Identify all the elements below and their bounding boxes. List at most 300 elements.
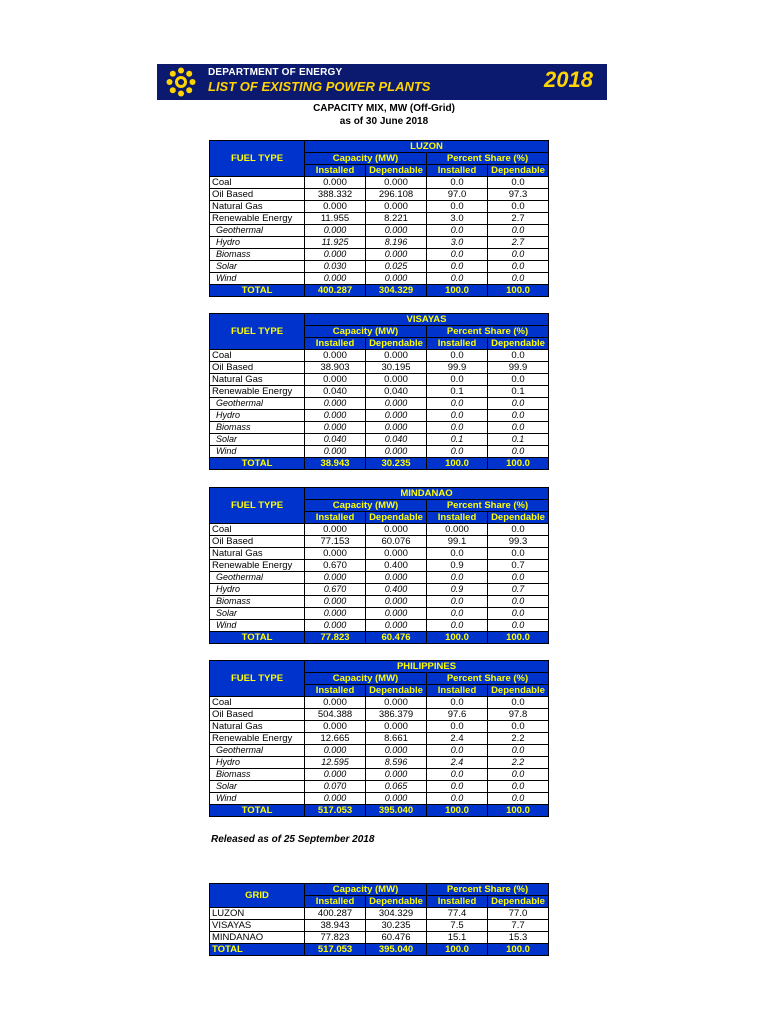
renewable-subtype-cell: Biomass xyxy=(210,249,305,261)
installed-column-header: Installed xyxy=(305,165,366,177)
dependable-share-cell: 0.0 xyxy=(488,422,549,434)
renewable-subtype-cell: Hydro xyxy=(210,757,305,769)
percent-share-header: Percent Share (%) xyxy=(427,884,549,896)
percent-share-header: Percent Share (%) xyxy=(427,326,549,338)
dependable-capacity-cell: 0.040 xyxy=(366,386,427,398)
fuel-type-cell: Natural Gas xyxy=(210,721,305,733)
dependable-capacity-cell: 0.000 xyxy=(366,745,427,757)
dependable-share-cell: 0.0 xyxy=(488,225,549,237)
dependable-share-cell: 100.0 xyxy=(488,944,549,956)
total-label: TOTAL xyxy=(210,632,305,644)
dependable-capacity-cell: 8.596 xyxy=(366,757,427,769)
installed-capacity-cell: 0.000 xyxy=(305,422,366,434)
fuel-type-cell: Natural Gas xyxy=(210,548,305,560)
table-row xyxy=(210,932,549,944)
installed-capacity-cell: 0.000 xyxy=(305,177,366,189)
dependable-capacity-cell: 8.661 xyxy=(366,733,427,745)
dependable-capacity-cell: 0.000 xyxy=(366,524,427,536)
dependable-capacity-cell: 304.329 xyxy=(366,285,427,297)
dependable-capacity-cell: 60.476 xyxy=(366,932,427,944)
dependable-capacity-cell: 0.000 xyxy=(366,572,427,584)
installed-capacity-cell: 0.000 xyxy=(305,745,366,757)
table-row xyxy=(210,745,549,757)
table-row xyxy=(210,536,549,548)
installed-share-cell: 0.0 xyxy=(427,781,488,793)
fuel-type-header: FUEL TYPE xyxy=(210,141,305,177)
table-row xyxy=(210,213,549,225)
dependable-share-cell: 0.0 xyxy=(488,697,549,709)
total-row xyxy=(210,458,549,470)
installed-capacity-cell: 504.388 xyxy=(305,709,366,721)
installed-capacity-cell: 0.000 xyxy=(305,398,366,410)
region-name: VISAYAS xyxy=(305,314,549,326)
installed-share-cell: 0.0 xyxy=(427,596,488,608)
installed-capacity-cell: 11.955 xyxy=(305,213,366,225)
as-of-date: as of 30 June 2018 xyxy=(339,116,429,127)
table-row xyxy=(210,386,549,398)
installed-capacity-cell: 388.332 xyxy=(305,189,366,201)
renewable-subtype-cell: Solar xyxy=(210,608,305,620)
installed-share-cell: 0.0 xyxy=(427,446,488,458)
installed-capacity-cell: 0.000 xyxy=(305,572,366,584)
installed-share-cell: 0.0 xyxy=(427,548,488,560)
visayas-capacity-table xyxy=(209,313,549,470)
dependable-share-cell: 0.0 xyxy=(488,273,549,285)
table-row xyxy=(210,225,549,237)
table-row xyxy=(210,524,549,536)
capacity-header: Capacity (MW) xyxy=(305,500,427,512)
dependable-share-cell: 97.3 xyxy=(488,189,549,201)
fuel-type-cell: Coal xyxy=(210,524,305,536)
dependable-capacity-cell: 30.195 xyxy=(366,362,427,374)
installed-column-header: Installed xyxy=(305,338,366,350)
installed-capacity-cell: 38.943 xyxy=(305,458,366,470)
installed-share-cell: 99.9 xyxy=(427,362,488,374)
dependable-capacity-cell: 0.000 xyxy=(366,410,427,422)
installed-column-header: Installed xyxy=(427,512,488,524)
installed-capacity-cell: 0.030 xyxy=(305,261,366,273)
installed-share-cell: 97.0 xyxy=(427,189,488,201)
region-name: PHILIPPINES xyxy=(305,661,549,673)
fuel-type-cell: Renewable Energy xyxy=(210,733,305,745)
installed-capacity-cell: 0.000 xyxy=(305,697,366,709)
installed-share-cell: 0.0 xyxy=(427,201,488,213)
dependable-capacity-cell: 0.000 xyxy=(366,721,427,733)
dependable-column-header: Dependable xyxy=(488,338,549,350)
dependable-share-cell: 99.3 xyxy=(488,536,549,548)
dependable-share-cell: 0.0 xyxy=(488,769,549,781)
renewable-subtype-cell: Wind xyxy=(210,620,305,632)
dependable-column-header: Dependable xyxy=(488,165,549,177)
dependable-capacity-cell: 0.025 xyxy=(366,261,427,273)
dependable-share-cell: 77.0 xyxy=(488,908,549,920)
grid-region-cell: MINDANAO xyxy=(210,932,305,944)
installed-share-cell: 0.0 xyxy=(427,572,488,584)
installed-capacity-cell: 12.665 xyxy=(305,733,366,745)
total-label: TOTAL xyxy=(210,458,305,470)
renewable-subtype-cell: Solar xyxy=(210,261,305,273)
installed-capacity-cell: 0.000 xyxy=(305,608,366,620)
table-row xyxy=(210,769,549,781)
report-year: 2018 xyxy=(544,67,593,92)
dependable-share-cell: 2.7 xyxy=(488,213,549,225)
renewable-subtype-cell: Hydro xyxy=(210,410,305,422)
installed-share-cell: 15.1 xyxy=(427,932,488,944)
dependable-share-cell: 0.0 xyxy=(488,446,549,458)
installed-capacity-cell: 0.000 xyxy=(305,201,366,213)
installed-capacity-cell: 400.287 xyxy=(305,908,366,920)
table-row xyxy=(210,620,549,632)
fuel-type-cell: Renewable Energy xyxy=(210,213,305,225)
luzon-capacity-table xyxy=(209,140,549,297)
installed-share-cell: 0.9 xyxy=(427,560,488,572)
dependable-column-header: Dependable xyxy=(488,896,549,908)
table-row xyxy=(210,261,549,273)
table-row xyxy=(210,584,549,596)
dependable-share-cell: 2.2 xyxy=(488,733,549,745)
installed-capacity-cell: 0.000 xyxy=(305,793,366,805)
installed-share-cell: 0.0 xyxy=(427,398,488,410)
renewable-subtype-cell: Geothermal xyxy=(210,745,305,757)
dependable-share-cell: 0.7 xyxy=(488,560,549,572)
installed-capacity-cell: 0.000 xyxy=(305,225,366,237)
total-label: TOTAL xyxy=(210,944,305,956)
installed-share-cell: 100.0 xyxy=(427,458,488,470)
dependable-capacity-cell: 386.379 xyxy=(366,709,427,721)
fuel-type-cell: Oil Based xyxy=(210,189,305,201)
dependable-capacity-cell: 8.196 xyxy=(366,237,427,249)
fuel-type-cell: Coal xyxy=(210,177,305,189)
installed-share-cell: 100.0 xyxy=(427,944,488,956)
renewable-subtype-cell: Hydro xyxy=(210,237,305,249)
installed-column-header: Installed xyxy=(305,896,366,908)
installed-share-cell: 0.0 xyxy=(427,225,488,237)
capacity-header: Capacity (MW) xyxy=(305,884,427,896)
installed-column-header: Installed xyxy=(427,685,488,697)
renewable-subtype-cell: Biomass xyxy=(210,422,305,434)
dependable-capacity-cell: 0.000 xyxy=(366,273,427,285)
total-label: TOTAL xyxy=(210,805,305,817)
installed-capacity-cell: 400.287 xyxy=(305,285,366,297)
dependable-share-cell: 7.7 xyxy=(488,920,549,932)
installed-share-cell: 0.0 xyxy=(427,769,488,781)
installed-capacity-cell: 0.000 xyxy=(305,721,366,733)
installed-capacity-cell: 0.000 xyxy=(305,769,366,781)
dependable-share-cell: 0.0 xyxy=(488,201,549,213)
installed-share-cell: 0.0 xyxy=(427,177,488,189)
table-row xyxy=(210,446,549,458)
installed-share-cell: 2.4 xyxy=(427,733,488,745)
title-banner xyxy=(157,64,607,100)
grid-region-cell: VISAYAS xyxy=(210,920,305,932)
dependable-capacity-cell: 0.000 xyxy=(366,177,427,189)
dependable-share-cell: 0.0 xyxy=(488,745,549,757)
total-row xyxy=(210,944,549,956)
dependable-capacity-cell: 0.065 xyxy=(366,781,427,793)
dependable-capacity-cell: 0.000 xyxy=(366,201,427,213)
renewable-subtype-cell: Wind xyxy=(210,273,305,285)
installed-column-header: Installed xyxy=(305,512,366,524)
table-row xyxy=(210,608,549,620)
region-name: MINDANAO xyxy=(305,488,549,500)
dependable-share-cell: 100.0 xyxy=(488,458,549,470)
table-row xyxy=(210,733,549,745)
percent-share-header: Percent Share (%) xyxy=(427,673,549,685)
installed-capacity-cell: 0.000 xyxy=(305,620,366,632)
installed-share-cell: 0.000 xyxy=(427,524,488,536)
table-row xyxy=(210,350,549,362)
dependable-share-cell: 0.0 xyxy=(488,410,549,422)
dependable-capacity-cell: 0.000 xyxy=(366,769,427,781)
table-row xyxy=(210,596,549,608)
fuel-type-cell: Oil Based xyxy=(210,709,305,721)
installed-share-cell: 100.0 xyxy=(427,285,488,297)
installed-column-header: Installed xyxy=(427,896,488,908)
table-row xyxy=(210,362,549,374)
fuel-type-cell: Renewable Energy xyxy=(210,560,305,572)
dependable-capacity-cell: 30.235 xyxy=(366,920,427,932)
fuel-type-cell: Oil Based xyxy=(210,536,305,548)
installed-share-cell: 0.0 xyxy=(427,721,488,733)
table-row xyxy=(210,374,549,386)
dependable-share-cell: 15.3 xyxy=(488,932,549,944)
installed-share-cell: 3.0 xyxy=(427,213,488,225)
installed-capacity-cell: 0.040 xyxy=(305,386,366,398)
installed-column-header: Installed xyxy=(427,165,488,177)
dependable-column-header: Dependable xyxy=(366,685,427,697)
percent-share-header: Percent Share (%) xyxy=(427,500,549,512)
installed-share-cell: 0.0 xyxy=(427,249,488,261)
installed-capacity-cell: 0.000 xyxy=(305,548,366,560)
installed-capacity-cell: 77.153 xyxy=(305,536,366,548)
dependable-capacity-cell: 30.235 xyxy=(366,458,427,470)
installed-share-cell: 0.0 xyxy=(427,273,488,285)
philippines-capacity-table xyxy=(209,660,549,817)
dependable-column-header: Dependable xyxy=(488,512,549,524)
installed-capacity-cell: 0.000 xyxy=(305,273,366,285)
dependable-share-cell: 100.0 xyxy=(488,632,549,644)
installed-share-cell: 100.0 xyxy=(427,805,488,817)
dependable-capacity-cell: 0.000 xyxy=(366,697,427,709)
dependable-share-cell: 99.9 xyxy=(488,362,549,374)
grid-header: GRID xyxy=(210,884,305,908)
dependable-capacity-cell: 0.000 xyxy=(366,620,427,632)
installed-capacity-cell: 517.053 xyxy=(305,944,366,956)
dependable-share-cell: 0.0 xyxy=(488,721,549,733)
dependable-capacity-cell: 0.000 xyxy=(366,350,427,362)
capacity-header: Capacity (MW) xyxy=(305,153,427,165)
dependable-share-cell: 2.2 xyxy=(488,757,549,769)
installed-share-cell: 0.0 xyxy=(427,422,488,434)
dependable-capacity-cell: 0.400 xyxy=(366,560,427,572)
dependable-column-header: Dependable xyxy=(366,512,427,524)
region-name: LUZON xyxy=(305,141,549,153)
dependable-capacity-cell: 304.329 xyxy=(366,908,427,920)
fuel-type-cell: Natural Gas xyxy=(210,201,305,213)
grid-capacity-table xyxy=(209,883,549,956)
dependable-capacity-cell: 296.108 xyxy=(366,189,427,201)
total-row xyxy=(210,805,549,817)
installed-capacity-cell: 0.000 xyxy=(305,596,366,608)
dependable-capacity-cell: 0.040 xyxy=(366,434,427,446)
renewable-subtype-cell: Wind xyxy=(210,793,305,805)
percent-share-header: Percent Share (%) xyxy=(427,153,549,165)
table-row xyxy=(210,572,549,584)
dependable-share-cell: 0.1 xyxy=(488,386,549,398)
dependable-share-cell: 0.0 xyxy=(488,249,549,261)
installed-capacity-cell: 11.925 xyxy=(305,237,366,249)
installed-share-cell: 0.1 xyxy=(427,386,488,398)
installed-capacity-cell: 12.595 xyxy=(305,757,366,769)
installed-share-cell: 77.4 xyxy=(427,908,488,920)
dependable-column-header: Dependable xyxy=(488,685,549,697)
renewable-subtype-cell: Hydro xyxy=(210,584,305,596)
dependable-capacity-cell: 8.221 xyxy=(366,213,427,225)
dependable-share-cell: 0.0 xyxy=(488,793,549,805)
dependable-capacity-cell: 0.000 xyxy=(366,398,427,410)
installed-capacity-cell: 77.823 xyxy=(305,632,366,644)
installed-capacity-cell: 0.000 xyxy=(305,374,366,386)
dependable-capacity-cell: 0.000 xyxy=(366,793,427,805)
mindanao-capacity-table xyxy=(209,487,549,644)
installed-share-cell: 99.1 xyxy=(427,536,488,548)
installed-share-cell: 7.5 xyxy=(427,920,488,932)
dependable-capacity-cell: 0.000 xyxy=(366,548,427,560)
installed-share-cell: 0.0 xyxy=(427,350,488,362)
total-row xyxy=(210,285,549,297)
dependable-share-cell: 0.1 xyxy=(488,434,549,446)
department-name: DEPARTMENT OF ENERGY xyxy=(208,67,343,78)
dependable-capacity-cell: 0.400 xyxy=(366,584,427,596)
fuel-type-header: FUEL TYPE xyxy=(210,488,305,524)
renewable-subtype-cell: Geothermal xyxy=(210,398,305,410)
total-label: TOTAL xyxy=(210,285,305,297)
installed-capacity-cell: 0.000 xyxy=(305,410,366,422)
table-row xyxy=(210,237,549,249)
dependable-share-cell: 100.0 xyxy=(488,285,549,297)
table-row xyxy=(210,721,549,733)
installed-capacity-cell: 0.670 xyxy=(305,584,366,596)
installed-share-cell: 0.0 xyxy=(427,697,488,709)
renewable-subtype-cell: Biomass xyxy=(210,596,305,608)
table-row xyxy=(210,709,549,721)
dependable-share-cell: 0.0 xyxy=(488,572,549,584)
installed-capacity-cell: 38.943 xyxy=(305,920,366,932)
release-date: Released as of 25 September 2018 xyxy=(211,834,375,845)
installed-share-cell: 100.0 xyxy=(427,632,488,644)
dependable-share-cell: 2.7 xyxy=(488,237,549,249)
renewable-subtype-cell: Geothermal xyxy=(210,572,305,584)
installed-share-cell: 0.9 xyxy=(427,584,488,596)
installed-capacity-cell: 0.000 xyxy=(305,350,366,362)
dependable-share-cell: 0.7 xyxy=(488,584,549,596)
installed-capacity-cell: 38.903 xyxy=(305,362,366,374)
installed-column-header: Installed xyxy=(427,338,488,350)
grid-region-cell: LUZON xyxy=(210,908,305,920)
dependable-capacity-cell: 0.000 xyxy=(366,422,427,434)
installed-share-cell: 0.0 xyxy=(427,745,488,757)
dependable-share-cell: 0.0 xyxy=(488,548,549,560)
capacity-mix-heading: CAPACITY MIX, MW (Off-Grid) xyxy=(313,103,455,114)
installed-capacity-cell: 0.000 xyxy=(305,446,366,458)
renewable-subtype-cell: Solar xyxy=(210,434,305,446)
dependable-share-cell: 97.8 xyxy=(488,709,549,721)
dependable-capacity-cell: 60.476 xyxy=(366,632,427,644)
dependable-capacity-cell: 0.000 xyxy=(366,374,427,386)
document-title: LIST OF EXISTING POWER PLANTS xyxy=(208,79,431,94)
table-row xyxy=(210,201,549,213)
renewable-subtype-cell: Solar xyxy=(210,781,305,793)
dependable-column-header: Dependable xyxy=(366,165,427,177)
dependable-share-cell: 0.0 xyxy=(488,350,549,362)
renewable-subtype-cell: Wind xyxy=(210,446,305,458)
table-row xyxy=(210,908,549,920)
dependable-capacity-cell: 395.040 xyxy=(366,944,427,956)
table-row xyxy=(210,920,549,932)
installed-capacity-cell: 0.670 xyxy=(305,560,366,572)
table-row xyxy=(210,398,549,410)
installed-capacity-cell: 77.823 xyxy=(305,932,366,944)
installed-share-cell: 0.0 xyxy=(427,793,488,805)
installed-share-cell: 2.4 xyxy=(427,757,488,769)
dependable-share-cell: 0.0 xyxy=(488,608,549,620)
dependable-column-header: Dependable xyxy=(366,338,427,350)
dependable-capacity-cell: 60.076 xyxy=(366,536,427,548)
table-row xyxy=(210,697,549,709)
dependable-capacity-cell: 0.000 xyxy=(366,596,427,608)
dependable-share-cell: 0.0 xyxy=(488,620,549,632)
dependable-capacity-cell: 0.000 xyxy=(366,446,427,458)
dependable-share-cell: 0.0 xyxy=(488,781,549,793)
installed-share-cell: 0.0 xyxy=(427,410,488,422)
dependable-share-cell: 0.0 xyxy=(488,398,549,410)
dependable-share-cell: 0.0 xyxy=(488,596,549,608)
table-row xyxy=(210,422,549,434)
dependable-share-cell: 0.0 xyxy=(488,177,549,189)
fuel-type-cell: Renewable Energy xyxy=(210,386,305,398)
fuel-type-cell: Oil Based xyxy=(210,362,305,374)
installed-capacity-cell: 0.000 xyxy=(305,249,366,261)
installed-capacity-cell: 0.000 xyxy=(305,524,366,536)
installed-share-cell: 97.6 xyxy=(427,709,488,721)
installed-share-cell: 0.0 xyxy=(427,608,488,620)
table-row xyxy=(210,273,549,285)
dependable-share-cell: 0.0 xyxy=(488,524,549,536)
renewable-subtype-cell: Geothermal xyxy=(210,225,305,237)
dependable-share-cell: 0.0 xyxy=(488,374,549,386)
installed-share-cell: 3.0 xyxy=(427,237,488,249)
dependable-capacity-cell: 0.000 xyxy=(366,249,427,261)
table-row xyxy=(210,177,549,189)
dependable-capacity-cell: 395.040 xyxy=(366,805,427,817)
installed-capacity-cell: 0.040 xyxy=(305,434,366,446)
table-row xyxy=(210,410,549,422)
installed-share-cell: 0.0 xyxy=(427,620,488,632)
fuel-type-header: FUEL TYPE xyxy=(210,661,305,697)
capacity-header: Capacity (MW) xyxy=(305,326,427,338)
dependable-column-header: Dependable xyxy=(366,896,427,908)
table-row xyxy=(210,757,549,769)
fuel-type-header: FUEL TYPE xyxy=(210,314,305,350)
installed-share-cell: 0.1 xyxy=(427,434,488,446)
renewable-subtype-cell: Biomass xyxy=(210,769,305,781)
table-row xyxy=(210,249,549,261)
dependable-capacity-cell: 0.000 xyxy=(366,225,427,237)
dependable-capacity-cell: 0.000 xyxy=(366,608,427,620)
sun-gear-logo-icon xyxy=(161,66,201,98)
installed-capacity-cell: 0.070 xyxy=(305,781,366,793)
table-row xyxy=(210,434,549,446)
